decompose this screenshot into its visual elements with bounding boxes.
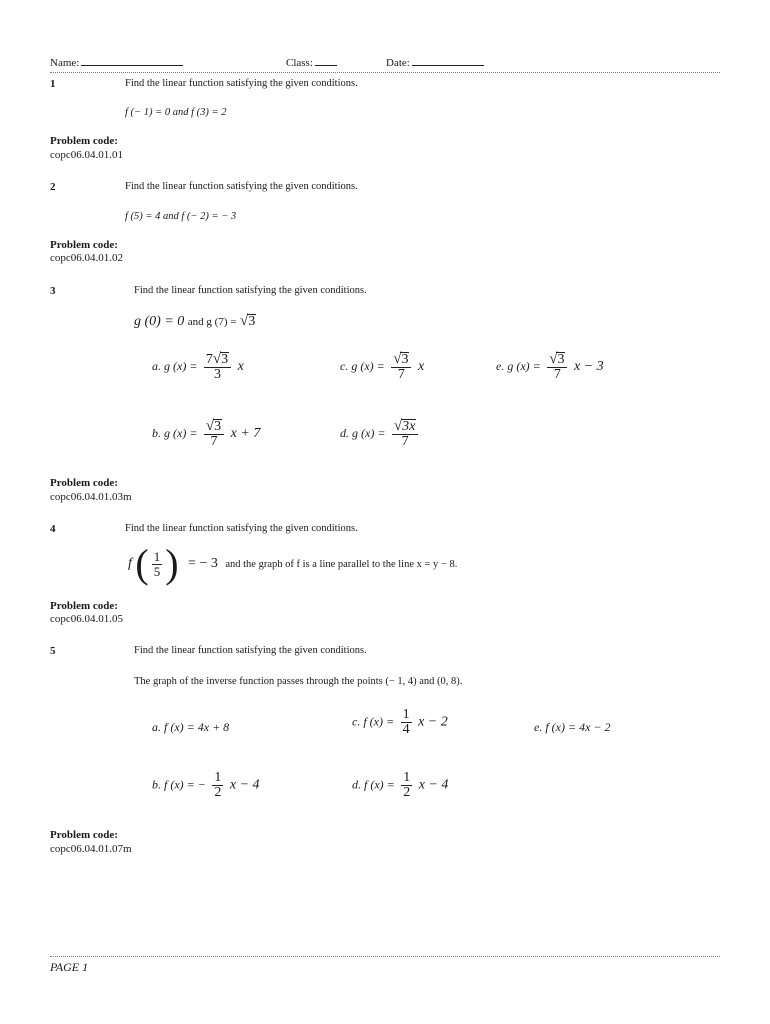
problem-5-code: copc06.04.01.07m: [50, 843, 132, 855]
p5-choice-d-fraction: [401, 771, 412, 800]
problem-3-number: 3: [50, 285, 56, 297]
problem-4-code-label: Problem code:: [50, 600, 118, 612]
class-field: [286, 55, 337, 69]
choice-a-prefix: a. g (x) =: [152, 359, 198, 374]
problem-3-choice-e: [496, 352, 604, 382]
p5-choice-e-text: e. f (x) = 4x − 2: [534, 720, 611, 734]
left-paren: (: [135, 541, 149, 586]
header-rule: [50, 72, 720, 73]
problem-5-choice-e: [534, 720, 611, 736]
class-blank: [315, 55, 337, 66]
date-field: [386, 55, 484, 69]
problem-5-choice-a: [152, 720, 229, 736]
problem-4-rest: = − 3: [188, 556, 218, 572]
p5-choice-d-num: 1: [403, 770, 411, 785]
class-label: Class:: [286, 57, 313, 69]
choice-d-denominator: 7: [401, 434, 409, 449]
p5-choice-c-suffix: x − 2: [418, 714, 448, 730]
problem-5-number: 5: [50, 645, 56, 657]
problem-5-choice-d: [352, 771, 448, 800]
problem-4-code: copc06.04.01.05: [50, 613, 124, 625]
problem-3-condition-radicand: 3: [248, 314, 256, 329]
choice-d-fraction: [392, 419, 418, 449]
choice-c-fraction: [391, 352, 411, 382]
problem-4-f: f: [128, 556, 132, 572]
problem-5-condition: The graph of the inverse function passes through the points (− 1, 4) and (0, 8).: [134, 676, 463, 687]
problem-3-condition-and: and g (7) =: [187, 316, 237, 328]
problem-4-text: and the graph of f is a line parallel to the line x = y − 8.: [225, 559, 458, 571]
problem-1-number: 1: [50, 78, 56, 90]
choice-d-radicand: 3x: [402, 419, 416, 434]
name-field: [50, 55, 183, 69]
radical-sign: √: [239, 313, 249, 329]
problem-4-number: 4: [50, 523, 56, 535]
problem-3-choice-c: [340, 352, 424, 382]
problem-1-code-label: Problem code:: [50, 135, 118, 147]
p5-choice-d-den: 2: [403, 785, 411, 800]
name-label: Name:: [50, 57, 80, 69]
choice-b-prefix: b. g (x) =: [152, 426, 198, 441]
choice-b-denominator: 7: [210, 434, 218, 449]
problem-2-number: 2: [50, 181, 56, 193]
problem-3-code-label: Problem code:: [50, 477, 118, 489]
choice-e-suffix: x − 3: [573, 359, 604, 375]
problem-4-frac-den: 5: [153, 563, 161, 579]
p5-choice-c-num: 1: [402, 707, 410, 722]
date-label: Date:: [386, 57, 410, 69]
problem-4-condition: [128, 541, 458, 588]
choice-c-denominator: 7: [397, 367, 405, 382]
date-blank: [412, 55, 484, 66]
choice-e-prefix: e. g (x) =: [496, 359, 541, 374]
problem-3-choice-b: [152, 419, 260, 449]
problem-2-code-label: Problem code:: [50, 239, 118, 251]
page-number: PAGE 1: [50, 960, 89, 974]
choice-d-prefix: d. g (x) =: [340, 426, 386, 441]
choice-b-fraction: [204, 419, 224, 449]
radical-sign: √: [393, 351, 402, 367]
problem-3-choice-a: [152, 352, 244, 382]
choice-a-coef: 7: [205, 352, 213, 367]
problem-5-code-label: Problem code:: [50, 829, 118, 841]
problem-3-condition-a: g (0) = 0: [134, 314, 185, 329]
p5-choice-d-suffix: x − 4: [418, 777, 449, 793]
problem-3-condition: [134, 313, 256, 330]
p5-choice-a-text: a. f (x) = 4x + 8: [152, 720, 230, 734]
radical-sign: √: [205, 418, 215, 434]
radical-sign: √: [393, 418, 403, 434]
name-blank: [81, 55, 183, 66]
choice-b-radicand: 3: [214, 419, 222, 434]
choice-a-fraction: [204, 352, 231, 382]
problem-1-instruction: Find the linear function satisfying the given conditions.: [125, 78, 358, 89]
p5-choice-c-fraction: [401, 708, 412, 737]
problem-3-instruction: Find the linear function satisfying the given conditions.: [134, 285, 367, 296]
choice-b-suffix: x + 7: [230, 426, 261, 442]
problem-1-condition: f (− 1) = 0 and f (3) = 2: [125, 107, 227, 118]
p5-choice-b-suffix: x − 4: [229, 777, 260, 793]
choice-e-fraction: [547, 352, 567, 382]
problem-4-fraction: [152, 550, 163, 579]
p5-choice-b-den: 2: [214, 785, 222, 800]
problem-2-code: copc06.04.01.02: [50, 252, 124, 264]
problem-3-code: copc06.04.01.03m: [50, 491, 132, 503]
p5-choice-b-fraction: [212, 771, 223, 800]
problem-4-frac-num: 1: [153, 548, 161, 564]
problem-1-code: copc06.04.01.01: [50, 149, 124, 161]
p5-choice-b-prefix: b. f (x) = −: [152, 777, 206, 792]
choice-c-radicand: 3: [401, 352, 409, 367]
p5-choice-b-num: 1: [214, 770, 222, 785]
problem-5-choice-c: [352, 708, 448, 737]
choice-a-suffix: x: [237, 359, 244, 375]
problem-2-condition: f (5) = 4 and f (− 2) = − 3: [125, 211, 237, 222]
choice-e-radicand: 3: [557, 352, 565, 367]
problem-3-choice-d: [340, 419, 421, 449]
p5-choice-c-prefix: c. f (x) =: [352, 714, 395, 729]
radical-sign: √: [549, 351, 558, 367]
problem-2-instruction: Find the linear function satisfying the given conditions.: [125, 181, 358, 192]
problem-4-instruction: Find the linear function satisfying the given conditions.: [125, 523, 358, 534]
choice-c-prefix: c. g (x) =: [340, 359, 385, 374]
choice-e-denominator: 7: [553, 367, 561, 382]
problem-5-instruction: Find the linear function satisfying the given conditions.: [134, 645, 367, 656]
p5-choice-c-den: 4: [402, 722, 410, 737]
p5-choice-d-prefix: d. f (x) =: [352, 777, 395, 792]
radical-sign: √: [212, 351, 222, 367]
choice-a-denominator: 3: [214, 367, 222, 382]
right-paren: ): [165, 541, 179, 586]
problem-5-choice-b: [152, 771, 260, 800]
choice-a-radicand: 3: [221, 352, 229, 367]
choice-c-suffix: x: [417, 359, 425, 375]
footer-rule: [50, 956, 720, 957]
